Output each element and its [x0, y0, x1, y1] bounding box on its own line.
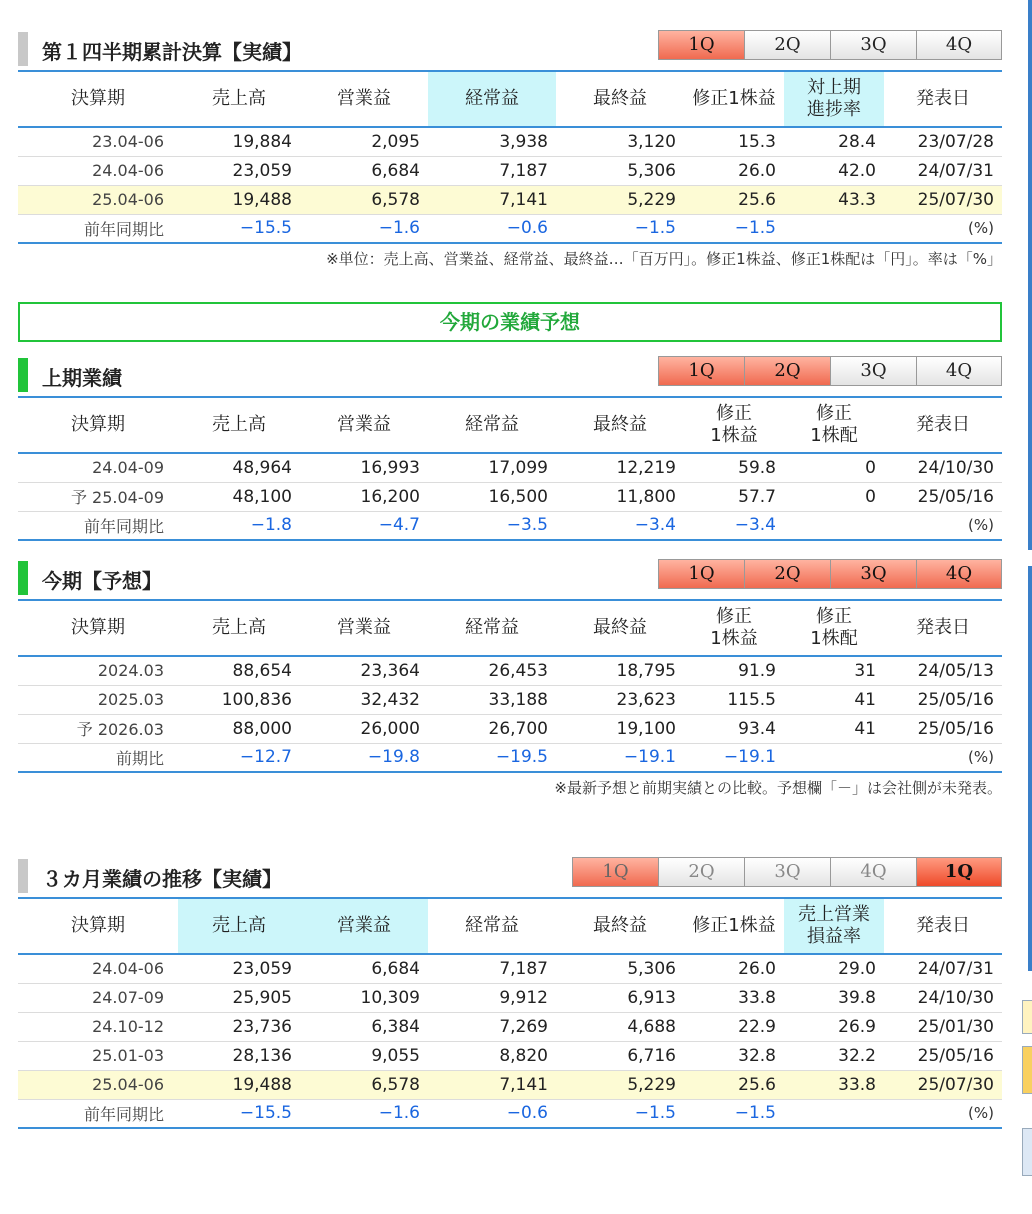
column-header: 発表日 — [884, 600, 1002, 656]
tab-3q[interactable]: 3Q — [744, 857, 830, 887]
section-title: 第１四半期累計決算【実績】 — [18, 32, 302, 66]
value-cell: 6,684 — [300, 156, 428, 185]
value-cell: 25/05/16 — [884, 685, 1002, 714]
column-header: 売上高 — [178, 898, 300, 954]
value-cell: 19,488 — [178, 185, 300, 214]
tab-1q-current[interactable]: 1Q — [916, 857, 1002, 887]
table-row — [18, 127, 1002, 156]
ratio-cell: −15.5 — [239, 1103, 292, 1124]
value-cell: 23,059 — [178, 156, 300, 185]
value-cell: 23,736 — [178, 1012, 300, 1041]
tab-4q[interactable]: 4Q — [916, 356, 1002, 386]
value-cell: 26,700 — [428, 714, 556, 743]
ratio-cell: −4.7 — [378, 515, 420, 536]
value-cell: 23,364 — [300, 656, 428, 685]
value-cell: 6,716 — [556, 1041, 684, 1070]
header-row — [18, 898, 1002, 954]
header-row — [18, 397, 1002, 453]
value-cell: 41 — [784, 685, 884, 714]
column-header: 修正1株益 — [684, 898, 784, 954]
quarter-tabs — [658, 356, 1002, 386]
column-header: 決算期 — [18, 71, 178, 127]
ratio-label: 前年同期比 — [83, 516, 164, 536]
table-row — [18, 685, 1002, 714]
value-cell: 57.7 — [684, 482, 784, 511]
table-row — [18, 1012, 1002, 1041]
forecast-note: ※最新予想と前期実績との比較。予想欄「－」は会社側が未発表。 — [554, 779, 1002, 797]
value-cell: 24/10/30 — [884, 453, 1002, 482]
value-cell: 91.9 — [684, 656, 784, 685]
value-cell: 10,309 — [300, 983, 428, 1012]
column-header: 最終益 — [556, 600, 684, 656]
value-cell: 0 — [784, 453, 884, 482]
value-cell: 16,993 — [300, 453, 428, 482]
value-cell: 7,141 — [428, 1070, 556, 1099]
value-cell: 48,100 — [178, 482, 300, 511]
value-cell: 9,912 — [428, 983, 556, 1012]
value-cell: 25,905 — [178, 983, 300, 1012]
column-header: 修正 1株配 — [784, 600, 884, 656]
fy-results-table — [18, 599, 1002, 773]
value-cell: 32,432 — [300, 685, 428, 714]
quarter-tabs — [658, 559, 1002, 589]
column-header: 経常益 — [428, 600, 556, 656]
value-cell: 23,059 — [178, 954, 300, 983]
column-header: 最終益 — [556, 397, 684, 453]
m3-results-table — [18, 897, 1002, 1129]
column-header: 売上高 — [178, 600, 300, 656]
column-header: 決算期 — [18, 898, 178, 954]
table-row — [18, 185, 1002, 214]
yoy-ratio-row — [18, 214, 1002, 243]
header-row — [18, 600, 1002, 656]
table-row — [18, 453, 1002, 482]
q1-results-table — [18, 70, 1002, 244]
value-cell: 25/05/16 — [884, 482, 1002, 511]
value-cell: 23/07/28 — [884, 127, 1002, 156]
period-cell: 予 25.04-09 — [18, 482, 178, 511]
unit-label: (%) — [968, 1104, 994, 1123]
value-cell: 28.4 — [784, 127, 884, 156]
value-cell: 16,500 — [428, 482, 556, 511]
ratio-cell: −19.8 — [367, 747, 420, 768]
value-cell: 48,964 — [178, 453, 300, 482]
value-cell: 29.0 — [784, 954, 884, 983]
table-row — [18, 714, 1002, 743]
value-cell: 43.3 — [784, 185, 884, 214]
tab-1q[interactable]: 1Q — [658, 356, 744, 386]
value-cell: 6,578 — [300, 1070, 428, 1099]
value-cell: 3,938 — [428, 127, 556, 156]
yoy-ratio-row — [18, 1099, 1002, 1128]
column-header: 発表日 — [884, 898, 1002, 954]
column-header: 営業益 — [300, 397, 428, 453]
section-title: 今期【予想】 — [18, 561, 162, 595]
value-cell: 26.0 — [684, 954, 784, 983]
m3-section-header — [18, 847, 1002, 897]
tab-3q[interactable]: 3Q — [830, 559, 916, 589]
ratio-cell: −12.7 — [239, 747, 292, 768]
value-cell: 12,219 — [556, 453, 684, 482]
value-cell: 5,229 — [556, 1070, 684, 1099]
column-header: 経常益 — [428, 898, 556, 954]
value-cell: 6,684 — [300, 954, 428, 983]
value-cell: 41 — [784, 714, 884, 743]
ratio-cell — [784, 214, 884, 243]
period-cell: 24.04-06 — [18, 156, 178, 185]
value-cell: 18,795 — [556, 656, 684, 685]
value-cell: 19,488 — [178, 1070, 300, 1099]
column-header: 修正 1株配 — [784, 397, 884, 453]
right-banner-fragment[interactable] — [1022, 1046, 1032, 1094]
period-cell: 2025.03 — [18, 685, 178, 714]
tab-1q[interactable]: 1Q — [658, 559, 744, 589]
value-cell: 26,453 — [428, 656, 556, 685]
period-cell: 23.04-06 — [18, 127, 178, 156]
value-cell: 88,000 — [178, 714, 300, 743]
column-header: 経常益 — [428, 397, 556, 453]
value-cell: 6,913 — [556, 983, 684, 1012]
value-cell: 32.2 — [784, 1041, 884, 1070]
h1-section-header — [18, 342, 1002, 396]
value-cell: 7,141 — [428, 185, 556, 214]
value-cell: 0 — [784, 482, 884, 511]
value-cell: 31 — [784, 656, 884, 685]
table-row — [18, 656, 1002, 685]
quarter-tabs — [658, 30, 1002, 60]
value-cell: 25/01/30 — [884, 1012, 1002, 1041]
column-header: 対上期 進捗率 — [784, 71, 884, 127]
tab-1q[interactable]: 1Q — [658, 30, 744, 60]
ratio-label: 前期比 — [115, 748, 164, 768]
value-cell: 25/05/16 — [884, 1041, 1002, 1070]
value-cell: 26,000 — [300, 714, 428, 743]
table-row — [18, 1070, 1002, 1099]
value-cell: 26.9 — [784, 1012, 884, 1041]
ratio-cell: −1.6 — [378, 218, 420, 239]
ratio-cell: −19.1 — [623, 747, 676, 768]
value-cell: 7,187 — [428, 954, 556, 983]
value-cell: 115.5 — [684, 685, 784, 714]
column-header: 修正 1株益 — [684, 397, 784, 453]
value-cell: 11,800 — [556, 482, 684, 511]
value-cell: 3,120 — [556, 127, 684, 156]
period-cell: 24.10-12 — [18, 1012, 178, 1041]
ratio-cell: −1.5 — [634, 1103, 676, 1124]
value-cell: 24/07/31 — [884, 156, 1002, 185]
yoy-ratio-row — [18, 511, 1002, 540]
value-cell: 23,623 — [556, 685, 684, 714]
unit-label: (%) — [968, 219, 994, 238]
ratio-cell: −3.4 — [734, 515, 776, 536]
section-title: 上期業績 — [18, 358, 122, 392]
value-cell: 59.8 — [684, 453, 784, 482]
column-header: 営業益 — [300, 600, 428, 656]
value-cell: 100,836 — [178, 685, 300, 714]
ratio-cell: −19.1 — [723, 747, 776, 768]
column-header: 修正1株益 — [684, 71, 784, 127]
table-row — [18, 954, 1002, 983]
value-cell: 24/05/13 — [884, 656, 1002, 685]
tab-2q[interactable]: 2Q — [744, 30, 830, 60]
value-cell: 7,187 — [428, 156, 556, 185]
ratio-cell: −3.5 — [506, 515, 548, 536]
yoy-ratio-row — [18, 743, 1002, 772]
period-cell: 予 2026.03 — [18, 714, 178, 743]
table-row — [18, 156, 1002, 185]
ratio-cell: −1.8 — [250, 515, 292, 536]
value-cell: 6,384 — [300, 1012, 428, 1041]
value-cell: 26.0 — [684, 156, 784, 185]
period-cell: 24.04-09 — [18, 453, 178, 482]
period-cell: 25.01-03 — [18, 1041, 178, 1070]
ratio-cell: −0.6 — [506, 218, 548, 239]
quarter-tabs — [572, 857, 1002, 887]
column-header: 営業益 — [300, 71, 428, 127]
value-cell: 33.8 — [784, 1070, 884, 1099]
value-cell: 4,688 — [556, 1012, 684, 1041]
unit-label: (%) — [968, 748, 994, 767]
tab-1q[interactable]: 1Q — [572, 857, 658, 887]
right-sidebar-edge-2 — [1028, 566, 1032, 971]
main-content — [18, 0, 1002, 1129]
period-cell: 24.04-06 — [18, 954, 178, 983]
value-cell: 32.8 — [684, 1041, 784, 1070]
value-cell: 24/10/30 — [884, 983, 1002, 1012]
tab-3q[interactable]: 3Q — [830, 356, 916, 386]
value-cell: 25.6 — [684, 185, 784, 214]
ratio-cell — [784, 1099, 884, 1128]
period-cell: 24.07-09 — [18, 983, 178, 1012]
tab-4q[interactable]: 4Q — [830, 857, 916, 887]
column-header: 最終益 — [556, 898, 684, 954]
value-cell: 8,820 — [428, 1041, 556, 1070]
value-cell: 25.6 — [684, 1070, 784, 1099]
value-cell: 16,200 — [300, 482, 428, 511]
tab-2q[interactable]: 2Q — [744, 356, 830, 386]
column-header: 発表日 — [884, 71, 1002, 127]
right-sidebar-edge — [1028, 0, 1032, 550]
value-cell: 25/07/30 — [884, 1070, 1002, 1099]
value-cell: 22.9 — [684, 1012, 784, 1041]
unit-note: ※単位：売上高、営業益、経常益、最終益…「百万円」。修正1株益、修正1株配は「円」。率は「%」 — [326, 250, 1002, 268]
unit-label: (%) — [968, 516, 994, 535]
value-cell: 33.8 — [684, 983, 784, 1012]
value-cell: 93.4 — [684, 714, 784, 743]
h1-results-table — [18, 396, 1002, 541]
right-banner-fragment[interactable] — [1022, 1000, 1032, 1034]
tab-3q[interactable]: 3Q — [830, 30, 916, 60]
tab-2q[interactable]: 2Q — [744, 559, 830, 589]
value-cell: 17,099 — [428, 453, 556, 482]
ratio-cell: −1.6 — [378, 1103, 420, 1124]
table-row — [18, 1041, 1002, 1070]
header-row — [18, 71, 1002, 127]
period-cell: 25.04-06 — [18, 1070, 178, 1099]
value-cell: 5,306 — [556, 156, 684, 185]
value-cell: 9,055 — [300, 1041, 428, 1070]
value-cell: 5,229 — [556, 185, 684, 214]
column-header: 決算期 — [18, 600, 178, 656]
table-row — [18, 482, 1002, 511]
value-cell: 25/05/16 — [884, 714, 1002, 743]
column-header: 売上営業 損益率 — [784, 898, 884, 954]
value-cell: 19,884 — [178, 127, 300, 156]
value-cell: 19,100 — [556, 714, 684, 743]
column-header: 売上高 — [178, 71, 300, 127]
value-cell: 33,188 — [428, 685, 556, 714]
column-header: 決算期 — [18, 397, 178, 453]
ratio-cell: −1.5 — [734, 218, 776, 239]
ratio-cell: −19.5 — [495, 747, 548, 768]
ratio-cell: −0.6 — [506, 1103, 548, 1124]
value-cell: 24/07/31 — [884, 954, 1002, 983]
ratio-label: 前年同期比 — [83, 1104, 164, 1124]
value-cell: 5,306 — [556, 954, 684, 983]
ratio-cell: −1.5 — [734, 1103, 776, 1124]
value-cell: 15.3 — [684, 127, 784, 156]
tab-4q[interactable]: 4Q — [916, 559, 1002, 589]
tab-2q[interactable]: 2Q — [658, 857, 744, 887]
value-cell: 2,095 — [300, 127, 428, 156]
section-title: ３カ月業績の推移【実績】 — [18, 859, 282, 893]
value-cell: 7,269 — [428, 1012, 556, 1041]
ratio-label: 前年同期比 — [83, 219, 164, 239]
table-row — [18, 983, 1002, 1012]
value-cell: 28,136 — [178, 1041, 300, 1070]
ratio-cell: −15.5 — [239, 218, 292, 239]
period-cell: 25.04-06 — [18, 185, 178, 214]
right-banner-fragment[interactable] — [1022, 1128, 1032, 1176]
fy-section-header — [18, 541, 1002, 599]
column-header: 売上高 — [178, 397, 300, 453]
value-cell: 25/07/30 — [884, 185, 1002, 214]
value-cell: 88,654 — [178, 656, 300, 685]
ratio-cell — [784, 511, 884, 540]
column-header: 経常益 — [428, 71, 556, 127]
value-cell: 39.8 — [784, 983, 884, 1012]
q1-section-header — [18, 0, 1002, 70]
column-header: 営業益 — [300, 898, 428, 954]
value-cell: 6,578 — [300, 185, 428, 214]
tab-4q[interactable]: 4Q — [916, 30, 1002, 60]
column-header: 発表日 — [884, 397, 1002, 453]
period-cell: 2024.03 — [18, 656, 178, 685]
ratio-cell: −1.5 — [634, 218, 676, 239]
column-header: 修正 1株益 — [684, 600, 784, 656]
ratio-cell: −3.4 — [634, 515, 676, 536]
forecast-heading: 今期の業績予想 — [18, 302, 1002, 342]
column-header: 最終益 — [556, 71, 684, 127]
ratio-cell — [784, 743, 884, 772]
value-cell: 42.0 — [784, 156, 884, 185]
